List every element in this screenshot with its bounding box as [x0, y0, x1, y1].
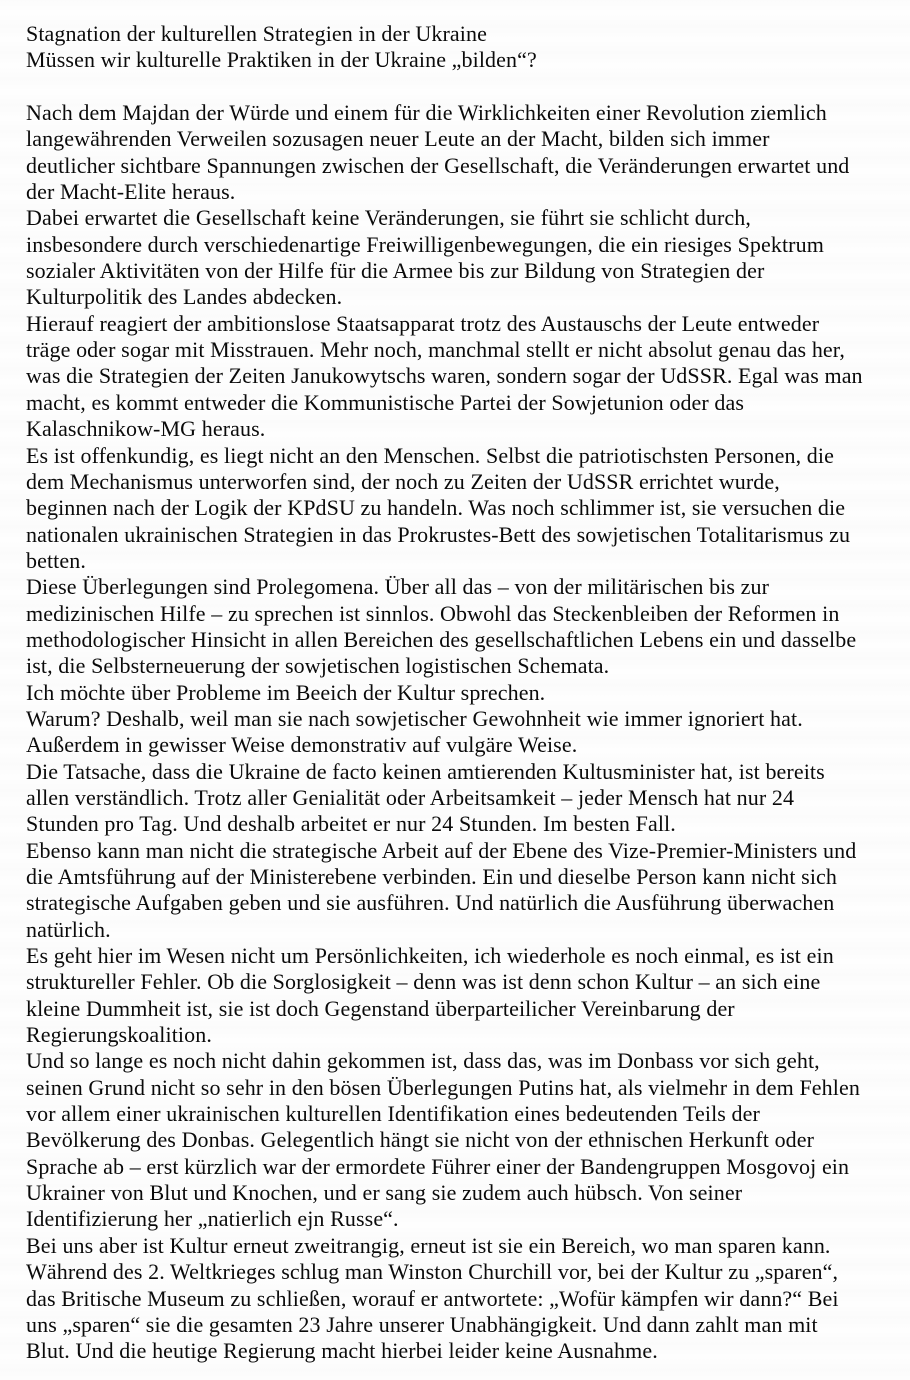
text-line: deutlicher sichtbare Spannungen zwischen der Gesellschaft, die Veränderungen erwartet und: [26, 152, 850, 178]
text-line: Bevölkerung des Donbas. Gelegentlich hängt sie nicht von der ethnischen Herkunft oder: [26, 1127, 815, 1153]
text-line: Ukrainer von Blut und Knochen, und er sang sie zudem auch hübsch. Von seiner: [26, 1180, 743, 1206]
paragraph: [26, 943, 902, 1048]
text-line: Außerdem in gewisser Weise demonstrativ auf vulgäre Weise.: [26, 732, 578, 758]
text-line: Hierauf reagiert der ambitionslose Staatsapparat trotz des Austauschs der Leute entweder: [26, 310, 820, 336]
paragraph: [26, 1233, 902, 1365]
text-line: Bei uns aber ist Kultur erneut zweitrangig, erneut ist sie ein Bereich, wo man sparen kann.: [26, 1232, 831, 1258]
heading-line: Müssen wir kulturelle Praktiken in der Ukraine „bilden“?: [26, 47, 537, 73]
text-line: Ich möchte über Probleme im Beeich der Kultur sprechen.: [26, 679, 546, 705]
text-line: vor allem einer ukrainischen kulturellen Identifikation eines bedeutenden Teils der: [26, 1101, 760, 1127]
paragraph: [26, 759, 902, 838]
text-line: macht, es kommt entweder die Kommunistische Partei der Sowjetunion oder das: [26, 389, 745, 415]
text-line: Ebenso kann man nicht die strategische Arbeit auf der Ebene des Vize-Premier-Ministers und: [26, 837, 857, 863]
text-line: Nach dem Majdan der Würde und einem für die Wirklichkeiten einer Revolution ziemlich: [26, 100, 827, 126]
text-line: betten.: [26, 547, 86, 573]
paragraph: [26, 706, 902, 759]
paragraph: [26, 205, 902, 310]
text-line: dem Mechanismus unterworfen sind, der noch zu Zeiten der UdSSR errichtet wurde,: [26, 468, 780, 494]
text-line: nationalen ukrainischen Strategien in das Prokrustes-Bett des sowjetischen Totalitarismus zu: [26, 521, 851, 547]
text-line: was die Strategien der Zeiten Janukowytschs waren, sondern sogar der UdSSR. Egal was man: [26, 363, 863, 389]
paragraph: [26, 1048, 902, 1232]
text-line: ist, die Selbsterneuerung der sowjetischen logistischen Schemata.: [26, 653, 610, 679]
paragraph: [26, 311, 902, 443]
text-line: Es ist offenkundig, es liegt nicht an den Menschen. Selbst die patriotischsten Personen, die: [26, 442, 834, 468]
heading-line: Stagnation der kulturellen Strategien in der Ukraine: [26, 21, 487, 46]
text-line: Identifizierung her „natierlich ejn Russe“.: [26, 1206, 399, 1232]
paragraph: [26, 100, 902, 205]
document-heading: [26, 21, 902, 74]
text-line: seinen Grund nicht so sehr in den bösen Überlegungen Putins hat, als vielmehr in dem Fehlen: [26, 1074, 860, 1100]
text-line: natürlich.: [26, 916, 111, 942]
text-line: der Macht-Elite heraus.: [26, 179, 236, 205]
text-line: Blut. Und die heutige Regierung macht hierbei leider keine Ausnahme.: [26, 1338, 658, 1364]
text-line: die Amtsführung auf der Ministerebene verbinden. Ein und dieselbe Person kann nicht sich: [26, 864, 837, 889]
text-line: uns „sparen“ sie die gesamten 23 Jahre unserer Unabhängigkeit. Und dann zahlt man mit: [26, 1311, 818, 1337]
text-line: Warum? Deshalb, weil man sie nach sowjetischer Gewohnheit wie immer ignoriert hat.: [26, 705, 803, 731]
text-line: medizinischen Hilfe – zu sprechen ist sinnlos. Obwohl das Steckenbleiben der Reformen in: [26, 600, 840, 626]
text-line: sozialer Aktivitäten von der Hilfe für die Armee bis zur Bildung von Strategien der: [26, 258, 765, 284]
text-line: Und so lange es noch nicht dahin gekommen ist, dass das, was im Donbass vor sich geht,: [26, 1048, 820, 1074]
text-line: träge oder sogar mit Misstrauen. Mehr noch, manchmal stellt er nicht absolut genau das her,: [26, 337, 845, 363]
text-line: Dabei erwartet die Gesellschaft keine Veränderungen, sie führt sie schlicht durch,: [26, 205, 751, 231]
text-line: insbesondere durch verschiedenartige Freiwilligenbewegungen, die ein riesiges Spektrum: [26, 231, 824, 257]
document-body: [26, 100, 902, 1365]
text-line: beginnen nach der Logik der KPdSU zu handeln. Was noch schlimmer ist, sie versuchen die: [26, 495, 846, 521]
paragraph: [26, 443, 902, 575]
text-line: Diese Überlegungen sind Prolegomena. Über all das – von der militärischen bis zur: [26, 574, 770, 600]
paragraph: [26, 838, 902, 943]
text-line: Stunden pro Tag. Und deshalb arbeitet er nur 24 Stunden. Im besten Fall.: [26, 811, 676, 837]
text-line: das Britische Museum zu schließen, worauf er antwortete: „Wofür kämpfen wir dann?“ Bei: [26, 1285, 839, 1311]
text-line: Kulturpolitik des Landes abdecken.: [26, 284, 343, 310]
paragraph: [26, 574, 902, 679]
text-line: strategische Aufgaben geben und sie ausführen. Und natürlich die Ausführung überwachen: [26, 890, 835, 916]
text-line: kleine Dummheit ist, sie ist doch Gegenstand überparteilicher Vereinbarung der: [26, 995, 735, 1021]
text-line: allen verständlich. Trotz aller Genialität oder Arbeitsamkeit – jeder Mensch hat nur 24: [26, 784, 795, 810]
paragraph: [26, 680, 902, 706]
text-line: langewährenden Verweilen sozusagen neuer Leute an der Macht, bilden sich immer: [26, 126, 770, 152]
text-line: Die Tatsache, dass die Ukraine de facto keinen amtierenden Kultusminister hat, ist bereits: [26, 758, 825, 784]
text-line: Während des 2. Weltkrieges schlug man Winston Churchill vor, bei der Kultur zu „sparen“,: [26, 1259, 839, 1285]
text-line: methodologischer Hinsicht in allen Bereichen des gesellschaftlichen Lebens ein und dasselbe: [26, 626, 857, 652]
text-line: Kalaschnikow-MG heraus.: [26, 416, 266, 442]
text-line: Es geht hier im Wesen nicht um Persönlichkeiten, ich wiederhole es noch einmal, es ist ein: [26, 943, 834, 969]
text-line: Sprache ab – erst kürzlich war der ermordete Führer einer der Bandengruppen Mosgovoj ein: [26, 1153, 850, 1179]
text-line: struktureller Fehler. Ob die Sorglosigkeit – denn was ist denn schon Kultur – an sich eine: [26, 969, 821, 995]
text-line: Regierungskoalition.: [26, 1022, 212, 1048]
